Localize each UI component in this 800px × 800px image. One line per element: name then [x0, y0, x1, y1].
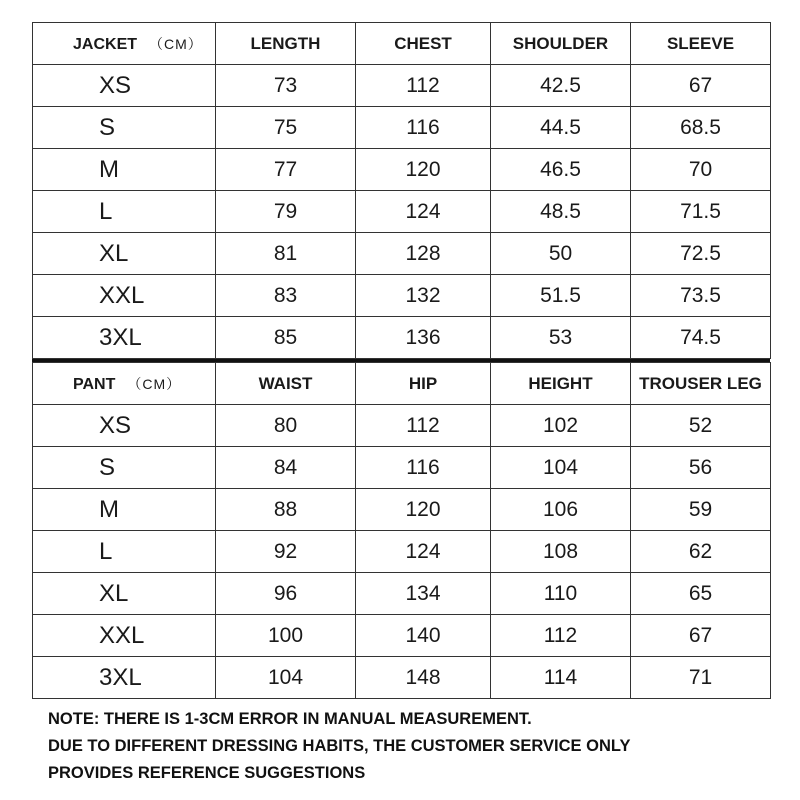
- pant-table-body: [33, 363, 771, 699]
- measurement-cell: 75: [216, 107, 356, 149]
- measurement-cell: 81: [216, 233, 356, 275]
- measurement-cell: 67: [631, 65, 771, 107]
- measurement-cell: 120: [356, 489, 491, 531]
- size-label: XL: [33, 233, 216, 275]
- measurement-cell: 52: [631, 405, 771, 447]
- measurement-cell: 71.5: [631, 191, 771, 233]
- measurement-cell: 50: [491, 233, 631, 275]
- measurement-cell: 84: [216, 447, 356, 489]
- pant-size-row: [33, 657, 771, 699]
- jacket-column-header: SHOULDER: [491, 23, 631, 65]
- size-label: S: [33, 107, 216, 149]
- measurement-cell: 62: [631, 531, 771, 573]
- jacket-column-header: SLEEVE: [631, 23, 771, 65]
- measurement-cell: 112: [356, 405, 491, 447]
- measurement-cell: 42.5: [491, 65, 631, 107]
- measurement-cell: 88: [216, 489, 356, 531]
- pant-size-row: [33, 489, 771, 531]
- measurement-cell: 128: [356, 233, 491, 275]
- measurement-cell: 53: [491, 317, 631, 359]
- measurement-cell: 148: [356, 657, 491, 699]
- jacket-title: JACKET: [73, 35, 138, 53]
- measurement-cell: 92: [216, 531, 356, 573]
- measurement-cell: 65: [631, 573, 771, 615]
- measurement-cell: 72.5: [631, 233, 771, 275]
- jacket-size-row: [33, 275, 771, 317]
- size-label: L: [33, 531, 216, 573]
- pant-size-row: [33, 405, 771, 447]
- measurement-cell: 68.5: [631, 107, 771, 149]
- jacket-column-header: CHEST: [356, 23, 491, 65]
- pant-size-row: [33, 615, 771, 657]
- measurement-cell: 59: [631, 489, 771, 531]
- jacket-size-row: [33, 233, 771, 275]
- jacket-size-row: [33, 149, 771, 191]
- jacket-size-row: [33, 317, 771, 359]
- pant-unit: （CM）: [127, 375, 182, 392]
- measurement-cell: 116: [356, 447, 491, 489]
- size-label: L: [33, 191, 216, 233]
- measurement-cell: 46.5: [491, 149, 631, 191]
- measurement-cell: 106: [491, 489, 631, 531]
- jacket-unit: （CM）: [149, 35, 203, 52]
- measurement-cell: 77: [216, 149, 356, 191]
- measurement-cell: 132: [356, 275, 491, 317]
- jacket-size-row: [33, 65, 771, 107]
- pant-size-table: [32, 362, 771, 699]
- measurement-cell: 70: [631, 149, 771, 191]
- measurement-cell: 83: [216, 275, 356, 317]
- size-label: M: [33, 489, 216, 531]
- measurement-cell: 56: [631, 447, 771, 489]
- size-label: M: [33, 149, 216, 191]
- measurement-note: [48, 706, 768, 787]
- size-label: XL: [33, 573, 216, 615]
- jacket-size-row: [33, 191, 771, 233]
- measurement-cell: 114: [491, 657, 631, 699]
- pant-column-header: HIP: [356, 363, 491, 405]
- size-label: S: [33, 447, 216, 489]
- measurement-cell: 85: [216, 317, 356, 359]
- measurement-cell: 67: [631, 615, 771, 657]
- pant-title: PANT: [73, 375, 116, 393]
- note-line: NOTE: THERE IS 1-3CM ERROR IN MANUAL MEASUREMENT.: [48, 710, 532, 728]
- jacket-header-row: [33, 23, 771, 65]
- pant-column-header: WAIST: [216, 363, 356, 405]
- jacket-size-table: [32, 22, 771, 359]
- size-label: XS: [33, 405, 216, 447]
- measurement-cell: 124: [356, 191, 491, 233]
- measurement-cell: 136: [356, 317, 491, 359]
- size-chart: [32, 22, 770, 699]
- size-label: 3XL: [33, 317, 216, 359]
- measurement-cell: 102: [491, 405, 631, 447]
- pant-column-header: TROUSER LEG: [631, 363, 771, 405]
- jacket-table-body: [33, 23, 771, 359]
- measurement-cell: 51.5: [491, 275, 631, 317]
- measurement-cell: 73: [216, 65, 356, 107]
- measurement-cell: 120: [356, 149, 491, 191]
- pant-header-row: [33, 363, 771, 405]
- note-line: PROVIDES REFERENCE SUGGESTIONS: [48, 764, 366, 782]
- pant-title-cell: [33, 363, 216, 405]
- measurement-cell: 100: [216, 615, 356, 657]
- note-line: DUE TO DIFFERENT DRESSING HABITS, THE CUSTOMER SERVICE ONLY: [48, 737, 631, 755]
- measurement-cell: 124: [356, 531, 491, 573]
- pant-size-row: [33, 573, 771, 615]
- size-label: XS: [33, 65, 216, 107]
- measurement-cell: 108: [491, 531, 631, 573]
- measurement-cell: 44.5: [491, 107, 631, 149]
- measurement-cell: 104: [216, 657, 356, 699]
- measurement-cell: 112: [491, 615, 631, 657]
- jacket-column-header: LENGTH: [216, 23, 356, 65]
- jacket-size-row: [33, 107, 771, 149]
- measurement-cell: 73.5: [631, 275, 771, 317]
- jacket-title-cell: [33, 23, 216, 65]
- measurement-cell: 96: [216, 573, 356, 615]
- measurement-cell: 79: [216, 191, 356, 233]
- size-label: XXL: [33, 615, 216, 657]
- size-label: 3XL: [33, 657, 216, 699]
- measurement-cell: 110: [491, 573, 631, 615]
- measurement-cell: 112: [356, 65, 491, 107]
- measurement-cell: 134: [356, 573, 491, 615]
- measurement-cell: 80: [216, 405, 356, 447]
- pant-column-header: HEIGHT: [491, 363, 631, 405]
- measurement-cell: 74.5: [631, 317, 771, 359]
- measurement-cell: 71: [631, 657, 771, 699]
- pant-size-row: [33, 531, 771, 573]
- measurement-cell: 140: [356, 615, 491, 657]
- measurement-cell: 104: [491, 447, 631, 489]
- measurement-cell: 116: [356, 107, 491, 149]
- pant-size-row: [33, 447, 771, 489]
- measurement-cell: 48.5: [491, 191, 631, 233]
- size-label: XXL: [33, 275, 216, 317]
